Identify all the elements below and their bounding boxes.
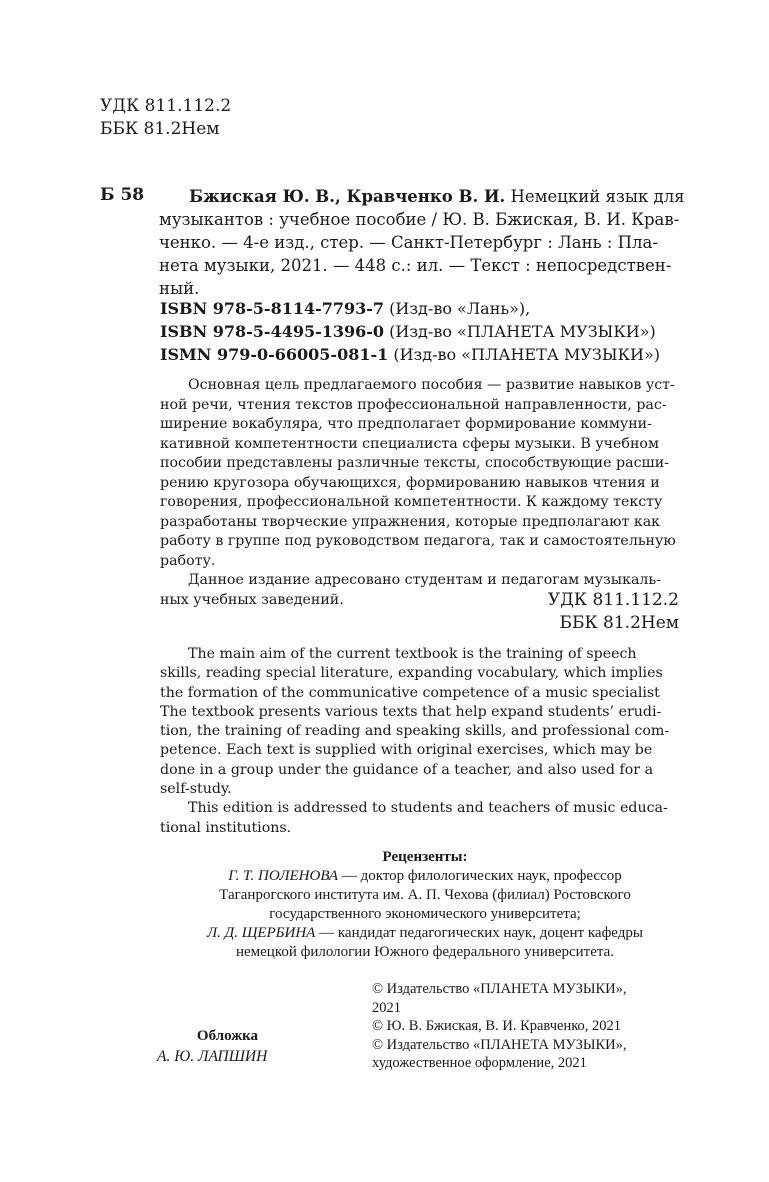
copyright-line: художественное оформление, 2021	[372, 1055, 587, 1071]
biblio-line-2: музыкантов : учебное пособие / Ю. В. Бжиская, В. И. Крав-	[159, 210, 680, 229]
udk-top: УДК 811.112.2	[100, 96, 232, 116]
abstract-en-line: The main aim of the current textbook is the training of speech	[188, 646, 637, 662]
ismn-code: ISMN 979-0-66005-081-1	[160, 345, 389, 364]
abstract-ru-line: ширение вокабуляра, что предполагает формирование коммуни-	[160, 416, 652, 432]
abstract-ru-line: ной речи, чтения текстов профессиональной направленности, рас-	[160, 396, 667, 413]
abstract-en-line: skills, reading special literature, expanding vocabulary, which implies	[160, 665, 663, 682]
reviewer-1-name: Г. Т. ПОЛЕНОВА	[228, 868, 339, 884]
reviewer-1-affiliation: государственного экономического университета;	[269, 906, 581, 922]
abstract-ru-line: говорения, профессиональной компетентности. К каждому тексту	[160, 494, 663, 510]
biblio-line-3: ченко. — 4-е изд., стер. — Санкт-Петербург : Лань : Пла-	[159, 233, 658, 252]
reviewer-1-desc: — доктор филологических наук, профессор	[338, 868, 622, 884]
reviewer-2-name: Л. Д. ЩЕРБИНА	[207, 925, 316, 941]
ismn-line	[160, 343, 660, 366]
bibliographic-record	[159, 185, 689, 300]
bbk-bottom: ББК 81.2Нем	[559, 613, 679, 633]
abstract-ru-line: разработаны творческие упражнения, которые предполагают как	[160, 513, 661, 530]
copyright-line: © Ю. В. Бжиская, В. И. Кравченко, 2021	[372, 1018, 622, 1034]
udk-bottom: УДК 811.112.2	[547, 590, 679, 610]
bbk-top: ББК 81.2Нем	[100, 119, 220, 139]
abstract-en	[160, 645, 669, 838]
biblio-line-5: ный.	[159, 279, 200, 298]
isbn-publisher: (Изд-во «Лань»),	[384, 299, 531, 318]
index-code: Б 58	[100, 185, 145, 205]
reviewer-1-affiliation: Таганрогского института им. А. П. Чехова (филиал) Ростовского	[219, 887, 631, 903]
cover-artist: А. Ю. ЛАПШИН	[157, 1048, 268, 1065]
abstract-ru	[160, 376, 676, 610]
abstract-ru-line: пособии представлены различные тексты, способствующие расши-	[160, 455, 669, 471]
abstract-en-line: self-study.	[160, 781, 232, 798]
abstract-ru-line: кативной компетентности специалиста сферы музыки. В учебном	[160, 435, 659, 452]
isbn-code: ISBN 978-5-4495-1396-0	[160, 322, 385, 341]
biblio-line-4: нета музыки, 2021. — 448 с.: ил. — Текст : непосредствен-	[159, 256, 672, 275]
cover-label: Обложка	[196, 1028, 259, 1044]
abstract-ru-line: Данное издание адресовано студентам и педагогам музыкаль-	[188, 572, 661, 588]
biblio-authors: Бжиская Ю. В., Кравченко В. И.	[189, 187, 506, 206]
biblio-title: Немецкий язык для	[505, 187, 685, 206]
abstract-ru-line: ных учебных заведений.	[160, 591, 344, 608]
abstract-en-line: The textbook presents various texts that help expand students’ erudi-	[160, 703, 662, 720]
reviewers-heading: Рецензенты:	[382, 849, 468, 865]
copyright-line: 2021	[372, 999, 401, 1016]
isbn-block	[160, 297, 660, 366]
reviewer-2-affiliation: немецкой филологии Южного федерального университета.	[235, 944, 615, 960]
reviewer-2-desc: — кандидат педагогических наук, доцент кафедры	[315, 925, 643, 941]
isbn-publisher: (Изд-во «ПЛАНЕТА МУЗЫКИ»)	[384, 322, 656, 341]
abstract-ru-line: Основная цель предлагаемого пособия — развитие навыков уст-	[188, 377, 675, 393]
abstract-en-line: This edition is addressed to students and teachers of music educa-	[188, 800, 668, 817]
abstract-ru-line: работу в группе под руководством педагога, так и самостоятельную	[160, 533, 676, 549]
isbn-line	[160, 297, 660, 320]
isbn-code: ISBN 978-5-8114-7793-7	[160, 299, 385, 318]
abstract-en-line: the formation of the communicative competence of a music specialist	[160, 684, 660, 701]
abstract-en-line: tional institutions.	[160, 819, 292, 836]
abstract-en-line: petence. Each text is supplied with original exercises, which may be	[160, 742, 653, 759]
reviewers-block	[160, 848, 690, 962]
abstract-ru-line: работу.	[160, 552, 216, 569]
abstract-en-line: tion, the training of reading and speaking skills, and professional com-	[160, 723, 670, 740]
isbn-line	[160, 320, 660, 343]
abstract-ru-line: рению кругозора обучающихся, формированию навыков чтения и	[160, 474, 660, 491]
copyright-block	[372, 980, 627, 1073]
copyright-line: © Издательство «ПЛАНЕТА МУЗЫКИ»,	[372, 1036, 627, 1053]
ismn-publisher: (Изд-во «ПЛАНЕТА МУЗЫКИ»)	[388, 345, 660, 364]
abstract-en-line: done in a group under the guidance of a teacher, and also used for a	[160, 761, 654, 778]
copyright-line: © Издательство «ПЛАНЕТА МУЗЫКИ»,	[372, 981, 627, 997]
